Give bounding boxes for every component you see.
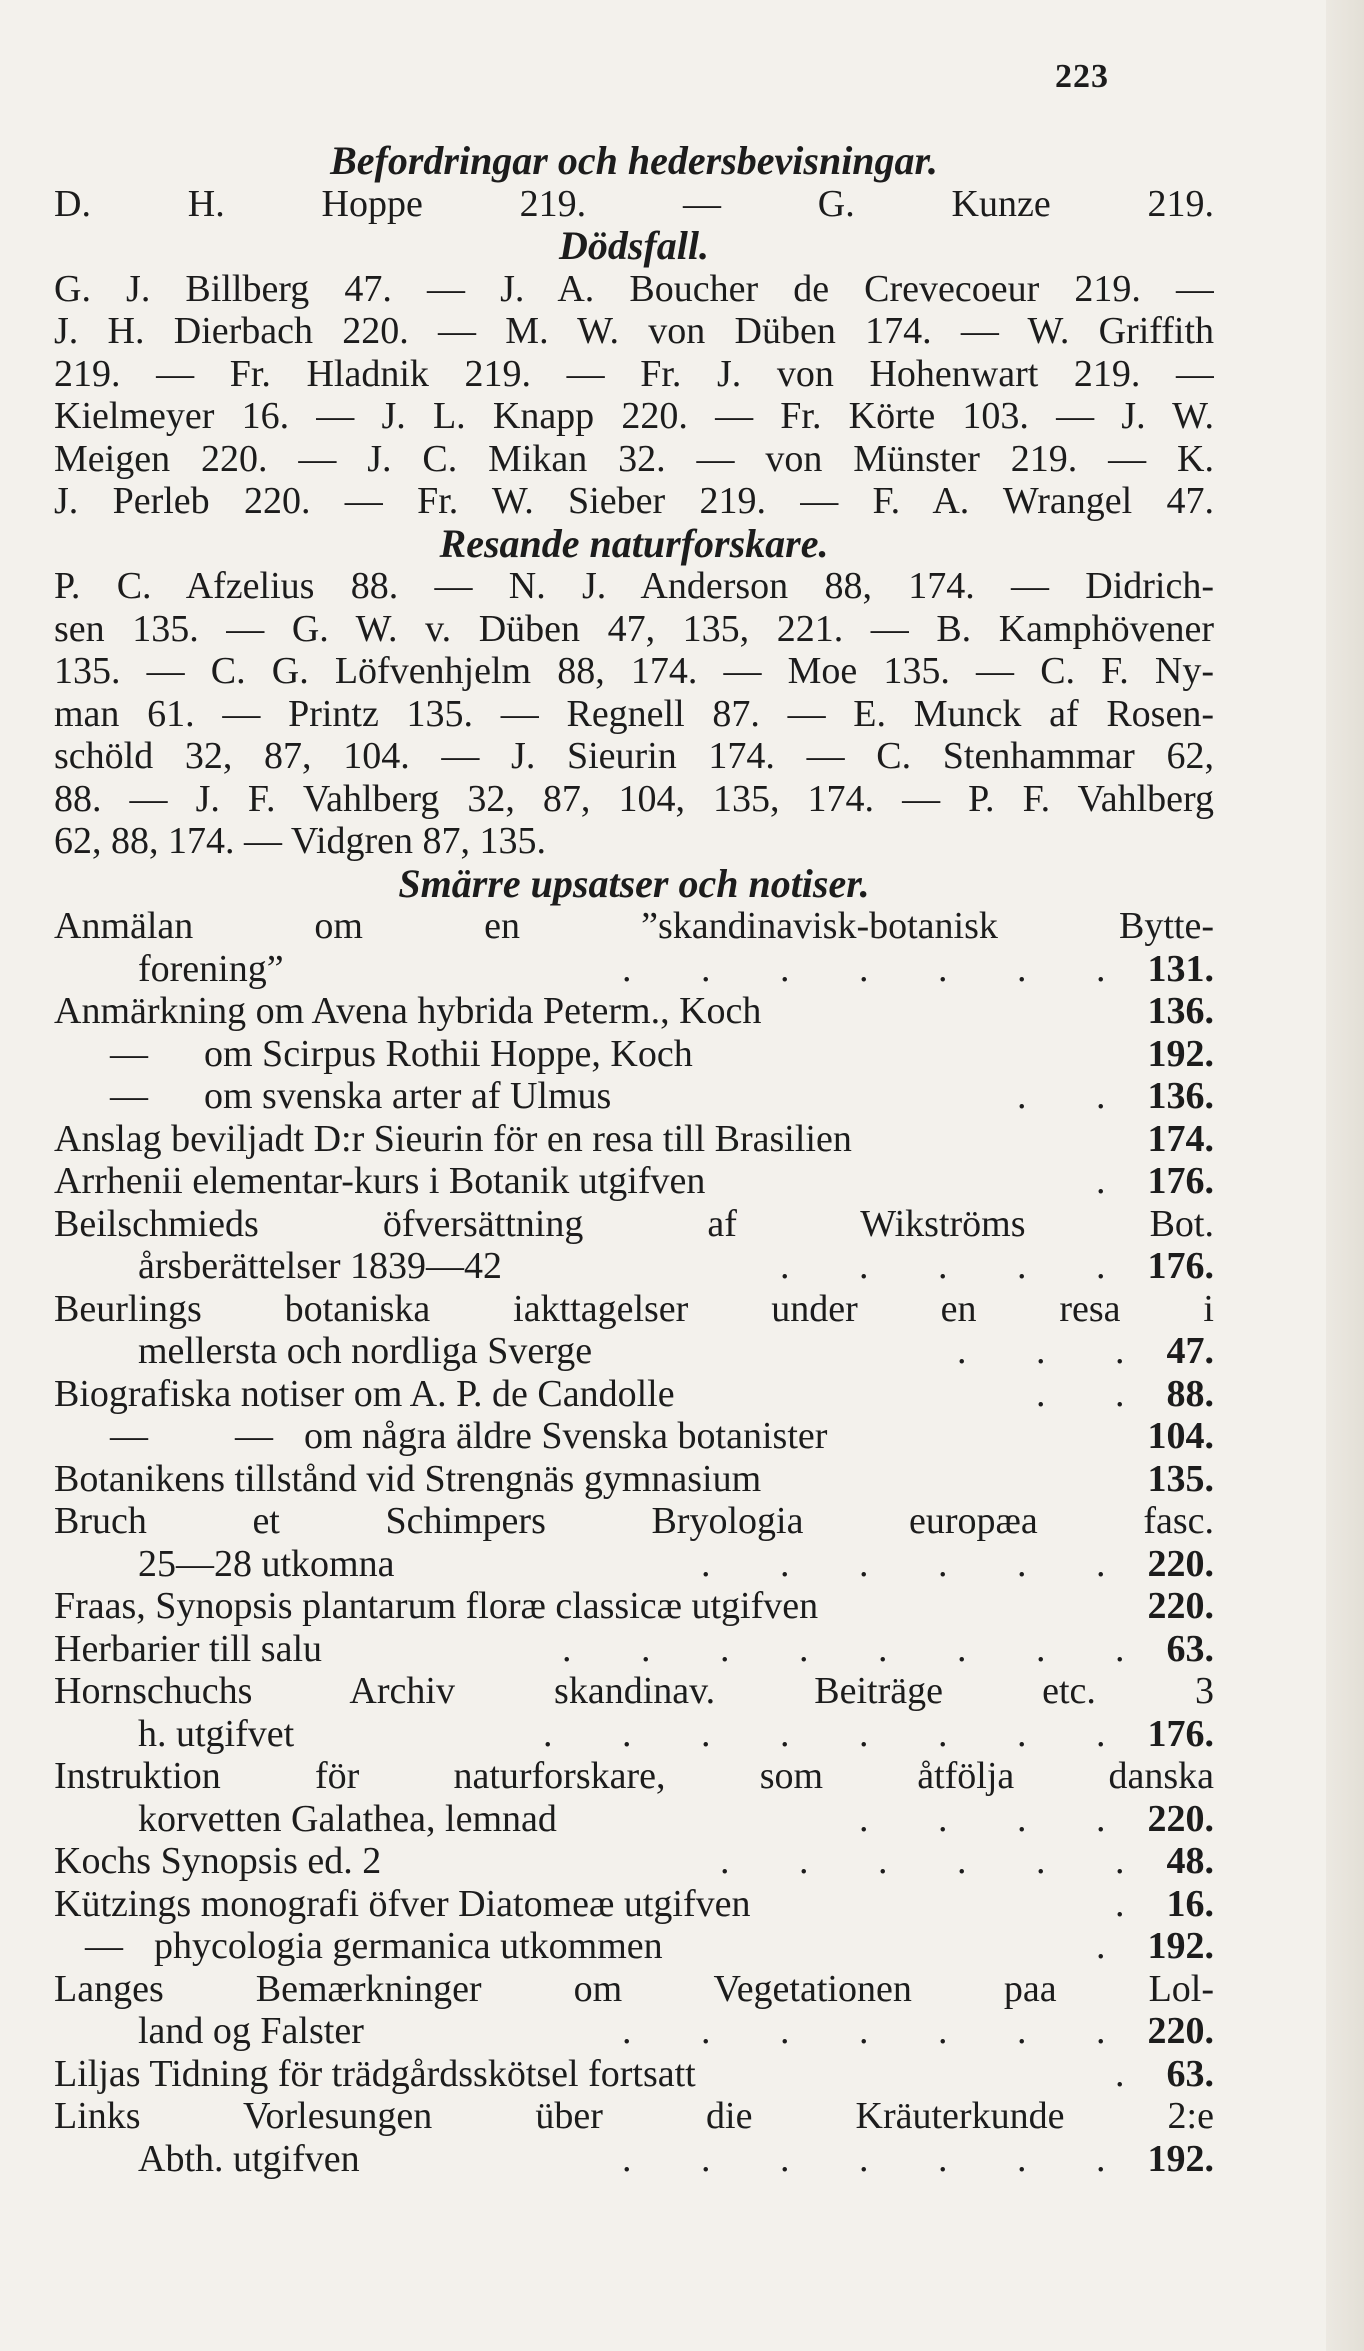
leader-dots: . . . . . . [720, 1840, 1155, 1882]
notice-entry [54, 1543, 1214, 1586]
entry-page: 220. [1147, 1542, 1214, 1585]
entry-page: 16. [1166, 1882, 1214, 1925]
leader-dots: . . . [957, 1330, 1155, 1372]
travelling-line: man 61. — Printz 135. — Regnell 87. — E. Munck af Rosen- [54, 692, 1214, 735]
entry-page: 192. [1147, 2137, 1214, 2180]
deaths-line: J. H. Dierbach 220. — M. W. von Düben 174. — W. Griffith [54, 310, 1214, 352]
leader-dots: . . . . [859, 1797, 1136, 1840]
entry-text: Fraas, Synopsis plantarum floræ classicæ utgifven [54, 1585, 819, 1627]
notice-entry [54, 1118, 1214, 1161]
entry-page: 192. [1147, 1032, 1214, 1075]
entry-text: korvetten Galathea, lemnad [138, 1797, 557, 1840]
leader-dots: . . . . . . [701, 1542, 1136, 1585]
leader-dots: . . . . . [780, 1245, 1136, 1287]
entry-page: 47. [1166, 1330, 1214, 1372]
travelling-line: 62, 88, 174. — Vidgren 87, 135. [54, 820, 547, 862]
ditto-dash: — [235, 1415, 273, 1457]
leader-dots: . . [1017, 1075, 1136, 1117]
notice-entry [54, 1458, 1214, 1501]
deaths-line: J. Perleb 220. — Fr. W. Sieber 219. — F. A. Wrangel 47. [54, 480, 1214, 522]
ditto-dash: — [110, 1415, 148, 1457]
entry-page: 136. [1147, 990, 1214, 1032]
deaths-line: G. J. Billberg 47. — J. A. Boucher de Crevecoeur 219. — [54, 267, 1214, 310]
notice-line: Hornschuchs Archiv skandinav. Beiträge etc. 3 [54, 1670, 1214, 1712]
leader-dots: . [1115, 2052, 1155, 2095]
notice-entry [54, 1075, 1214, 1118]
entry-page: 176. [1147, 1245, 1214, 1287]
ditto-dash: — [110, 1075, 148, 1117]
ditto-dash: — [110, 1032, 148, 1075]
entry-page: 104. [1147, 1415, 1214, 1457]
entry-page: 220. [1147, 1797, 1214, 1840]
notice-entry [54, 2010, 1214, 2053]
leader-dots: . . . . . . . . [562, 1627, 1155, 1670]
notice-entry [54, 1245, 1214, 1288]
heading-deaths: Dödsfall. [559, 223, 709, 268]
notice-entry [54, 1415, 1214, 1458]
notice-entry [54, 1840, 1214, 1883]
entry-text: om några äldre Svenska botanister [304, 1415, 828, 1457]
notice-entry [54, 2138, 1214, 2181]
notice-entry [54, 1033, 1214, 1076]
notice-entry [54, 948, 1214, 991]
notice-entry [54, 1160, 1214, 1203]
notice-entry [54, 1798, 1214, 1841]
promotions-line: D. H. Hoppe 219. — G. Kunze 219. [54, 182, 1214, 225]
entry-text: h. utgifvet [138, 1712, 295, 1755]
text-column [54, 140, 1214, 2180]
travelling-line: P. C. Afzelius 88. — N. J. Anderson 88, 174. — Didrich- [54, 565, 1214, 607]
notice-line: Beilschmieds öfversättning af Wikströms Bot. [54, 1202, 1214, 1245]
entry-page: 176. [1147, 1712, 1214, 1755]
travelling-line: 135. — C. G. Löfvenhjelm 88, 174. — Moe 135. — C. F. Ny- [54, 650, 1214, 692]
leader-dots: . . . . . . . . [543, 1712, 1136, 1755]
notice-line: Links Vorlesungen über die Kräuterkunde 2:e [54, 2095, 1214, 2137]
ditto-dash: — [85, 1925, 123, 1967]
entry-page: 63. [1166, 1627, 1214, 1670]
heading-notices: Smärre upsatser och notiser. [398, 860, 870, 906]
entry-text: om Scirpus Rothii Hoppe, Koch [204, 1032, 693, 1075]
travelling-line: 88. — J. F. Vahlberg 32, 87, 104, 135, 174. — P. F. Vahlberg [54, 777, 1214, 820]
page-edge [1326, 0, 1364, 2351]
deaths-line: Kielmeyer 16. — J. L. Knapp 220. — Fr. Körte 103. — J. W. [54, 395, 1214, 437]
notice-line: Beurlings botaniska iakttagelser under en resa i [54, 1287, 1214, 1330]
entry-text: forening” [138, 947, 284, 990]
deaths-line: Meigen 220. — J. C. Mikan 32. — von Münster 219. — K. [54, 437, 1214, 480]
travelling-line: schöld 32, 87, 104. — J. Sieurin 174. — C. Stenhammar 62, [54, 735, 1214, 777]
entry-rest [154, 1925, 1214, 1968]
entry-page: 135. [1147, 1457, 1214, 1500]
notice-entry [54, 1330, 1214, 1373]
notice-line: Anmälan om en ”skandinavisk-botanisk Bytte- [54, 905, 1214, 947]
entry-page: 176. [1147, 1160, 1214, 1202]
notice-entry [54, 1925, 1214, 1968]
entry-text: årsberättelser 1839—42 [138, 1245, 503, 1287]
entry-text: Arrhenii elementar-kurs i Botanik utgifven [54, 1160, 706, 1202]
leader-dots: . . . . . . . [622, 947, 1136, 990]
entry-rest [304, 1415, 1214, 1458]
entry-page: 136. [1147, 1075, 1214, 1117]
heading-travelling-naturalists: Resande naturforskare. [439, 520, 829, 566]
page-number: 223 [1055, 58, 1109, 95]
entry-page: 192. [1147, 1925, 1214, 1967]
deaths-line: 219. — Fr. Hladnik 219. — Fr. J. von Hohenwart 219. — [54, 352, 1214, 395]
entry-text: mellersta och nordliga Sverge [138, 1330, 593, 1372]
entry-page: 174. [1147, 1117, 1214, 1160]
notice-line: Instruktion för naturforskare, som åtfölja danska [54, 1755, 1214, 1797]
entry-rest [204, 1075, 1214, 1118]
notice-entry [54, 1883, 1214, 1926]
entry-page: 63. [1166, 2052, 1214, 2095]
entry-text: Anmärkning om Avena hybrida Peterm., Koch [54, 990, 762, 1032]
leader-dots: . [1096, 1160, 1136, 1202]
entry-page: 88. [1166, 1372, 1214, 1415]
entry-text: Kützings monografi öfver Diatomeæ utgifven [54, 1882, 751, 1925]
leader-dots: . [1115, 1882, 1155, 1925]
travelling-line: sen 135. — G. W. v. Düben 47, 135, 221. — B. Kamphövener [54, 607, 1214, 650]
leader-dots: . . . . . . . [622, 2137, 1136, 2180]
leader-dots: . . [1036, 1372, 1155, 1415]
heading-promotions: Befordringar och hedersbevisningar. [330, 138, 938, 183]
notice-line: Langes Bemærkninger om Vegetationen paa Lol- [54, 1967, 1214, 2010]
entry-text: Abth. utgifven [138, 2137, 360, 2180]
entry-text: land og Falster [138, 2010, 364, 2052]
leader-dots: . . . . . . . [622, 2010, 1136, 2052]
entry-text: Anslag beviljadt D:r Sieurin för en resa till Brasilien [54, 1117, 852, 1160]
leader-dots: . [1096, 1925, 1136, 1967]
entry-text: om svenska arter af Ulmus [204, 1075, 612, 1117]
entry-text: Liljas Tidning för trädgårdsskötsel fortsatt [54, 2052, 696, 2095]
entry-page: 220. [1147, 1585, 1214, 1627]
entry-page: 131. [1147, 947, 1214, 990]
notice-entry [54, 2053, 1214, 2096]
notice-entry [54, 1628, 1214, 1671]
entry-text: Kochs Synopsis ed. 2 [54, 1840, 382, 1882]
notice-line: Bruch et Schimpers Bryologia europæa fasc. [54, 1500, 1214, 1542]
notice-entry [54, 990, 1214, 1033]
notice-entry [54, 1373, 1214, 1416]
entry-page: 48. [1166, 1840, 1214, 1882]
entry-text: phycologia germanica utkommen [154, 1925, 663, 1967]
entry-text: Herbarier till salu [54, 1627, 323, 1670]
entry-text: Botanikens tillstånd vid Strengnäs gymnasium [54, 1457, 762, 1500]
entry-page: 220. [1147, 2010, 1214, 2052]
entry-rest [204, 1033, 1214, 1076]
notice-entry [54, 1713, 1214, 1756]
notice-entry [54, 1585, 1214, 1628]
entry-text: Biografiska notiser om A. P. de Candolle [54, 1372, 675, 1415]
entry-text: 25—28 utkomna [138, 1542, 395, 1585]
